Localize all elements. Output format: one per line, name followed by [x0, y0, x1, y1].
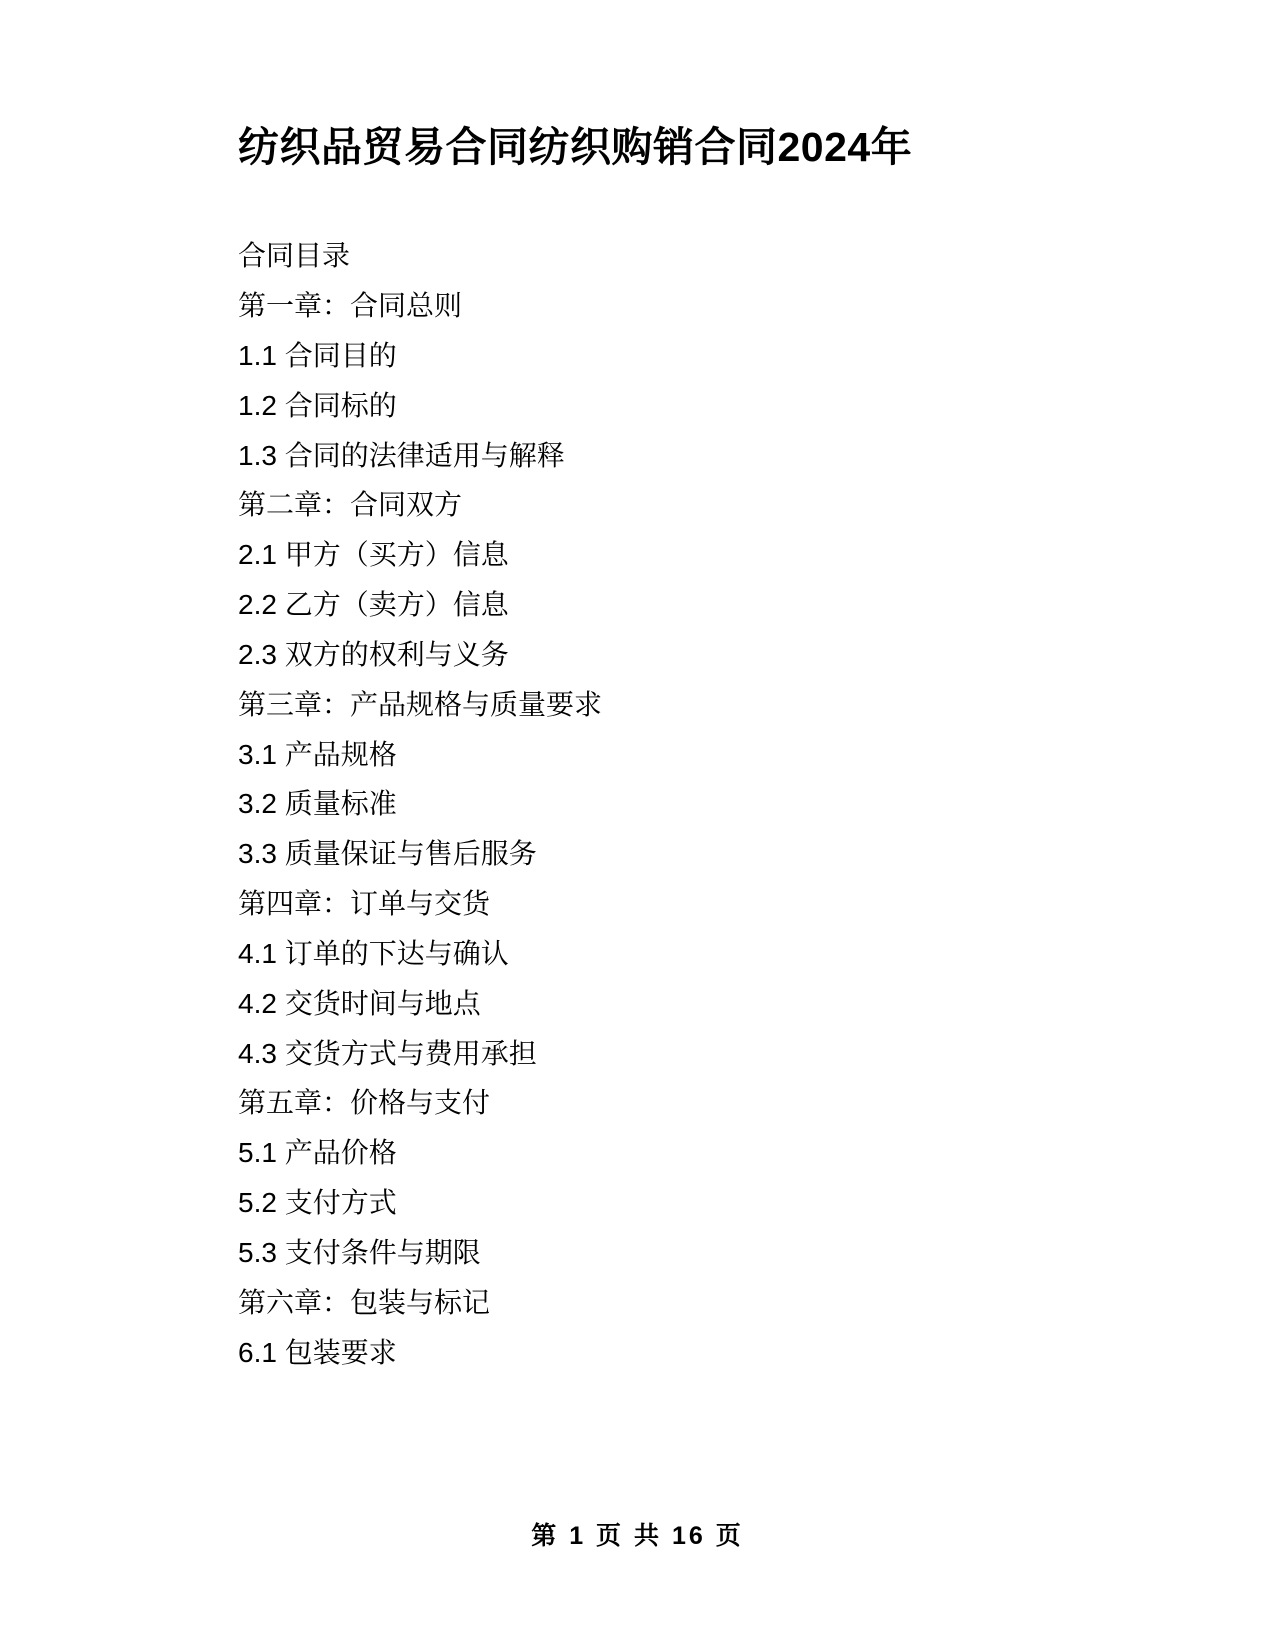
list-item: 第五章：价格与支付 — [238, 1087, 491, 1119]
list-item: 2.3 双方的权利与义务 — [238, 638, 509, 670]
page-title: 纺织品贸易合同纺织购销合同2024年 — [238, 124, 913, 170]
toc-heading: 合同目录 — [238, 240, 351, 272]
list-item: 第三章：产品规格与质量要求 — [238, 688, 603, 720]
list-item: 1.1 合同目的 — [238, 340, 397, 371]
list-item: 第一章：合同总则 — [238, 290, 463, 322]
list-item: 1.2 合同标的 — [238, 389, 397, 421]
list-item: 3.1 产品规格 — [238, 738, 397, 770]
list-item: 第六章：包装与标记 — [238, 1286, 491, 1318]
list-item: 4.2 交货时间与地点 — [238, 987, 481, 1019]
list-item: 3.3 质量保证与售后服务 — [238, 838, 537, 870]
list-item: 3.2 质量标准 — [238, 788, 397, 820]
list-item: 5.1 产品价格 — [238, 1137, 397, 1169]
list-item: 第二章：合同双方 — [238, 489, 463, 521]
list-item: 4.3 交货方式与费用承担 — [238, 1037, 537, 1069]
table-of-contents — [238, 231, 1038, 1377]
page-footer: 第 1 页 共 16 页 — [531, 1522, 744, 1550]
list-item: 5.3 支付条件与期限 — [238, 1236, 481, 1268]
list-item: 1.3 合同的法律适用与解释 — [238, 439, 565, 471]
document-body — [238, 120, 1038, 1377]
list-item: 2.1 甲方（买方）信息 — [238, 539, 509, 571]
list-item: 第四章：订单与交货 — [238, 888, 491, 920]
list-item: 2.2 乙方（卖方）信息 — [238, 589, 509, 621]
list-item: 4.1 订单的下达与确认 — [238, 937, 509, 969]
list-item: 5.2 支付方式 — [238, 1187, 397, 1219]
list-item: 6.1 包装要求 — [238, 1336, 397, 1368]
